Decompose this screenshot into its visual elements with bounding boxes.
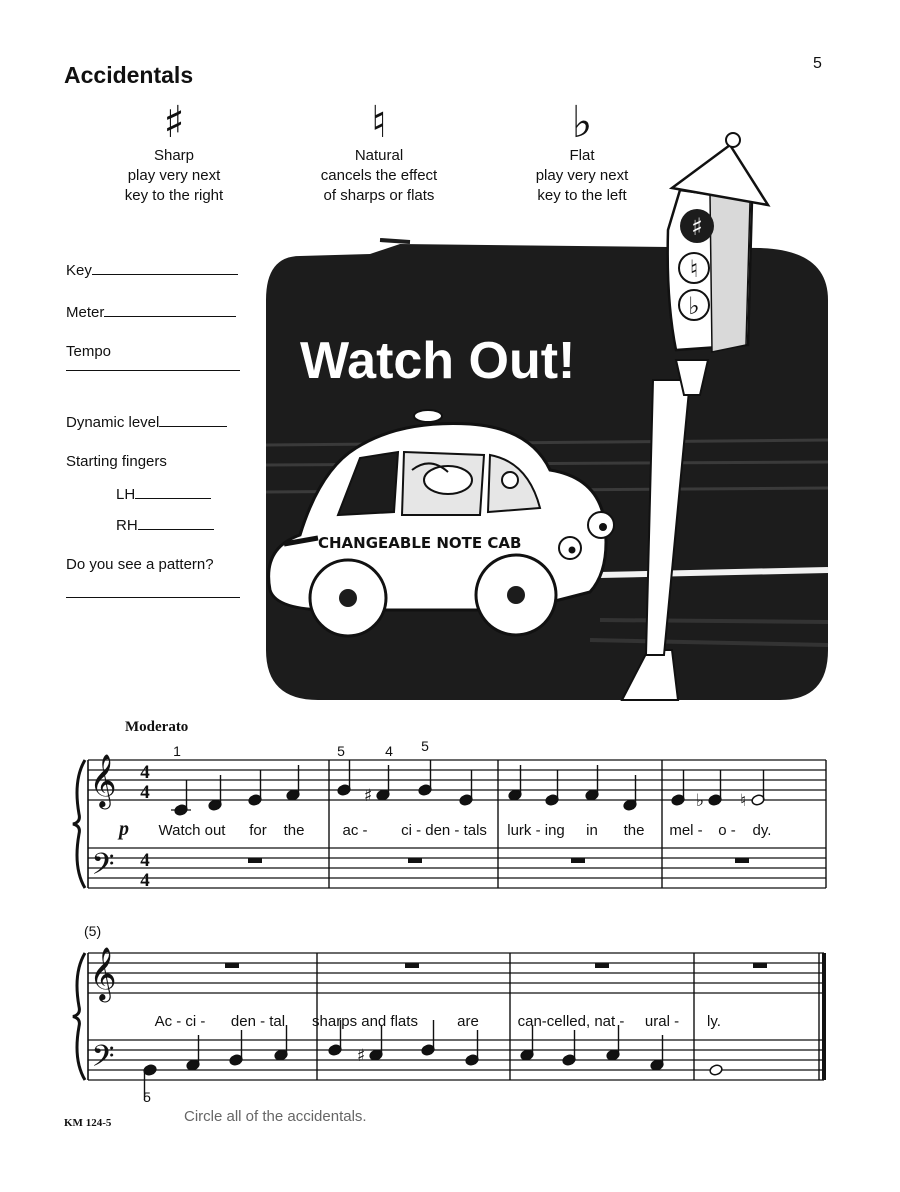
lh-field[interactable] — [116, 484, 211, 503]
grand-staff-brace — [73, 760, 85, 888]
natural-desc-line1: cancels the effect — [320, 167, 438, 184]
lyric-syllable: dy. — [752, 822, 772, 839]
lyric-syllable: in — [586, 822, 598, 839]
whole-rest — [248, 858, 262, 863]
lyric-syllable: ural - — [644, 1013, 680, 1030]
fingering-number: 4 — [385, 743, 393, 759]
sharp-accidental-icon: ♯ — [363, 786, 373, 806]
fingering-number: 1 — [173, 743, 181, 759]
page-title: Accidentals — [64, 62, 194, 88]
sharp-desc-line2: key to the right — [124, 187, 224, 204]
natural-name: Natural — [354, 147, 404, 164]
flat-desc-line2: key to the left — [537, 187, 627, 204]
sharp-definition — [74, 97, 274, 206]
lyric-syllable: ac - — [342, 822, 368, 839]
meter-label: Meter — [66, 304, 105, 321]
whole-rest — [753, 963, 767, 968]
dynamic-label: Dynamic level — [66, 414, 160, 431]
dynamic-mark: p — [119, 818, 129, 840]
lh-blank[interactable] — [135, 484, 211, 499]
rh-label: RH — [116, 517, 138, 534]
key-label: Key — [66, 262, 92, 279]
natural-desc-line2: of sharps or flats — [323, 187, 435, 204]
lyric-syllable: ly. — [707, 1013, 721, 1030]
time-signature-top: 4 — [140, 850, 150, 871]
flat-accidental-icon: ♭ — [695, 791, 705, 811]
lyric-syllable: can-celled, nat - — [517, 1013, 625, 1030]
lyric-syllable: for — [249, 822, 267, 839]
lh-label: LH — [116, 486, 136, 503]
key-blank[interactable] — [92, 260, 238, 275]
lyric-syllable: are — [457, 1013, 479, 1030]
light-natural-icon: ♮ — [689, 255, 699, 283]
instruction-text: Circle all of the accidentals. — [184, 1108, 367, 1125]
dynamic-field[interactable] — [66, 412, 227, 431]
lyric-syllable: ci - den - tals — [401, 822, 487, 839]
lyric-syllable: sharps and flats — [312, 1013, 418, 1030]
sharp-accidental-icon: ♯ — [356, 1046, 366, 1066]
time-signature-top: 4 — [140, 762, 150, 783]
watch-out-headline: Watch Out! — [300, 332, 576, 390]
whole-rest — [735, 858, 749, 863]
dynamic-blank[interactable] — [159, 412, 227, 427]
natural-accidental-icon: ♮ — [739, 791, 747, 811]
whole-rest — [571, 858, 585, 863]
flat-desc-line1: play very next — [535, 167, 629, 184]
cartoon-illustration — [260, 130, 840, 710]
flat-sign-icon: ♭ — [571, 97, 593, 148]
flat-name: Flat — [569, 147, 595, 164]
bass-clef-icon: 𝄢 — [91, 848, 115, 889]
measure-number: (5) — [84, 923, 102, 939]
sharp-desc-line1: play very next — [127, 167, 221, 184]
whole-rest — [408, 858, 422, 863]
fingering-number: 5 — [421, 740, 429, 754]
tempo-blank[interactable] — [66, 370, 240, 371]
rh-field[interactable] — [116, 515, 214, 534]
whole-rest — [405, 963, 419, 968]
rh-blank[interactable] — [138, 515, 214, 530]
fingers-label: Starting fingers — [66, 453, 167, 470]
sharp-sign-icon: ♯ — [163, 97, 185, 148]
sharp-name: Sharp — [153, 147, 195, 164]
bass-clef-icon: 𝄢 — [91, 1040, 115, 1081]
lyric-syllable: den - tal — [230, 1013, 286, 1030]
treble-clef-icon: 𝄞 — [89, 753, 117, 807]
whole-rest — [225, 963, 239, 968]
light-flat-icon: ♭ — [688, 292, 700, 320]
grand-staff-brace — [73, 953, 85, 1080]
lyric-syllable: the — [283, 822, 305, 839]
fingering-number: 5 — [337, 743, 345, 759]
lyric-syllable: o - — [718, 822, 736, 839]
lyric-syllable: mel - — [669, 822, 703, 839]
half-note-head — [709, 1064, 723, 1077]
meter-field[interactable] — [66, 302, 236, 321]
page-number: 5 — [813, 55, 822, 72]
tempo-label: Tempo — [66, 343, 112, 360]
light-sharp-icon: ♯ — [691, 213, 703, 241]
pattern-blank[interactable] — [66, 597, 240, 598]
treble-clef-icon: 𝄞 — [89, 946, 117, 1000]
meter-blank[interactable] — [104, 302, 236, 317]
cab-label: CHANGEABLE NOTE CAB — [318, 534, 522, 552]
tempo-marking: Moderato — [125, 719, 189, 735]
lyric-syllable: Watch out — [158, 822, 226, 839]
whole-rest — [595, 963, 609, 968]
lyric-syllable: the — [623, 822, 645, 839]
fingering-number: 5 — [143, 1089, 151, 1105]
natural-sign-icon: ♮ — [371, 97, 387, 148]
music-score — [0, 740, 900, 1110]
lyric-syllable: lurk - ing — [507, 822, 565, 839]
lyric-syllable: Ac - ci - — [154, 1013, 206, 1030]
time-signature-bottom: 4 — [140, 782, 150, 803]
pattern-label: Do you see a pattern? — [66, 556, 214, 573]
time-signature-bottom: 4 — [140, 870, 150, 891]
catalog-code: KM 124-5 — [64, 1117, 112, 1129]
key-field[interactable] — [66, 260, 238, 279]
